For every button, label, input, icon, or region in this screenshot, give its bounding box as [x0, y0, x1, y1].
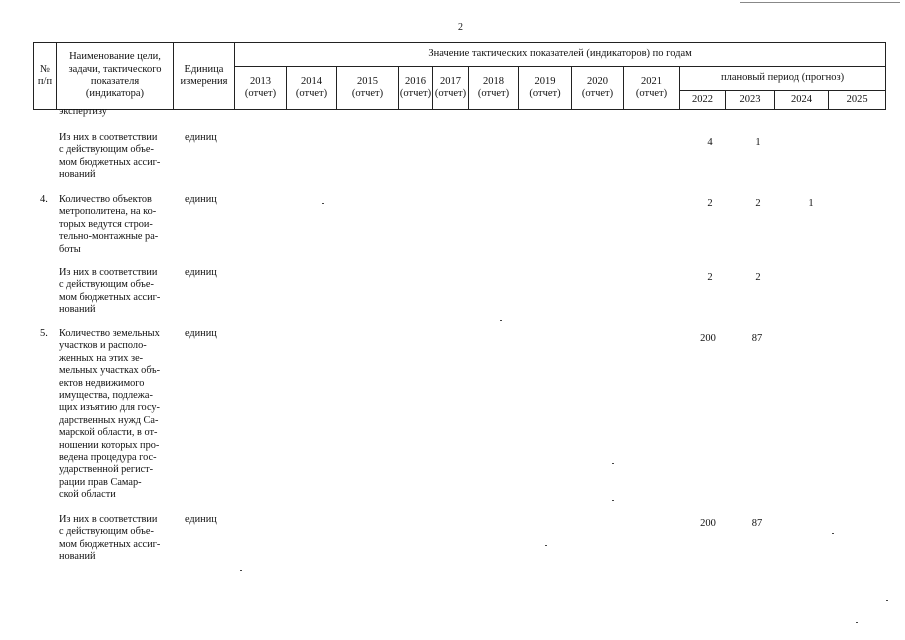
header-year-2016: 2016 (отчет): [399, 67, 433, 110]
value-2023: 87: [751, 518, 763, 529]
scan-speck: [545, 545, 547, 546]
header-year-2021: 2021 (отчет): [624, 67, 680, 110]
value-2022: 4: [707, 137, 713, 148]
header-year-2024: 2024: [775, 91, 829, 110]
header-plan-title: плановый период (прогноз): [680, 67, 886, 91]
header-year-2013: 2013 (отчет): [235, 67, 287, 110]
value-2023: 87: [751, 333, 763, 344]
header-year-2017: 2017 (отчет): [433, 67, 469, 110]
scan-speck: [612, 463, 614, 464]
header-year-2023: 2023: [726, 91, 775, 110]
row-unit: единиц: [185, 514, 217, 525]
header-year-2025: 2025: [829, 91, 886, 110]
row-unit: единиц: [185, 328, 217, 339]
top-rule: [740, 2, 900, 3]
value-2023: 2: [755, 272, 761, 283]
row-number: 5.: [40, 328, 48, 339]
scan-speck: [886, 600, 888, 601]
header-table: [33, 42, 886, 110]
row-unit: единиц: [185, 194, 217, 205]
row-number: 4.: [40, 194, 48, 205]
scan-speck: [612, 500, 614, 501]
value-2022: 200: [700, 333, 716, 344]
header-col-name: Наименование цели, задачи, тактического показателя (индикатора): [57, 43, 174, 110]
header-year-2022: 2022: [680, 91, 726, 110]
row-name: Из них в соответствии с действующим объе- мом бюджетных ассиг- нований: [59, 132, 161, 181]
row-unit: единиц: [185, 132, 217, 143]
value-2022: 2: [707, 198, 713, 209]
row-name: Количество объектов метрополитена, на ко- торых ведутся строи- тельно-монтажные ра- боты: [59, 194, 159, 255]
header-col-no: № п/п: [34, 43, 57, 110]
row-unit: единиц: [185, 267, 217, 278]
value-2024: 1: [808, 198, 814, 209]
row-name: Из них в соответствии с действующим объе- мом бюджетных ассиг- нований: [59, 514, 161, 563]
scan-speck: [240, 570, 242, 571]
row-name: Количество земельных участков и располо- женных на этих зе- мельных участках объ- ектов недвижимого имущества, подлежа- щих изъятию для госу- дарственных нужд Са- марской области, в от- ношении которых про- ведена процедура гос- ударственной регист- рации прав Самар- ской области: [59, 328, 161, 501]
scan-speck: [500, 320, 502, 321]
header-year-2014: 2014 (отчет): [287, 67, 337, 110]
header-col-unit: Единица измерения: [174, 43, 235, 110]
scan-speck: [856, 622, 858, 623]
header-year-2015: 2015 (отчет): [337, 67, 399, 110]
value-2022: 2: [707, 272, 713, 283]
page-number: 2: [458, 22, 463, 33]
header-year-2019: 2019 (отчет): [519, 67, 572, 110]
scan-speck: [832, 533, 834, 534]
row-name: Из них в соответствии с действующим объе- мом бюджетных ассиг- нований: [59, 267, 161, 316]
value-2022: 200: [700, 518, 716, 529]
scan-speck: [322, 203, 324, 204]
value-2023: 2: [755, 198, 761, 209]
header-year-2020: 2020 (отчет): [572, 67, 624, 110]
header-year-2018: 2018 (отчет): [469, 67, 519, 110]
value-2023: 1: [755, 137, 761, 148]
header-values-title: Значение тактических показателей (индикаторов) по годам: [235, 43, 886, 67]
row-name: экспертизу: [59, 106, 107, 117]
